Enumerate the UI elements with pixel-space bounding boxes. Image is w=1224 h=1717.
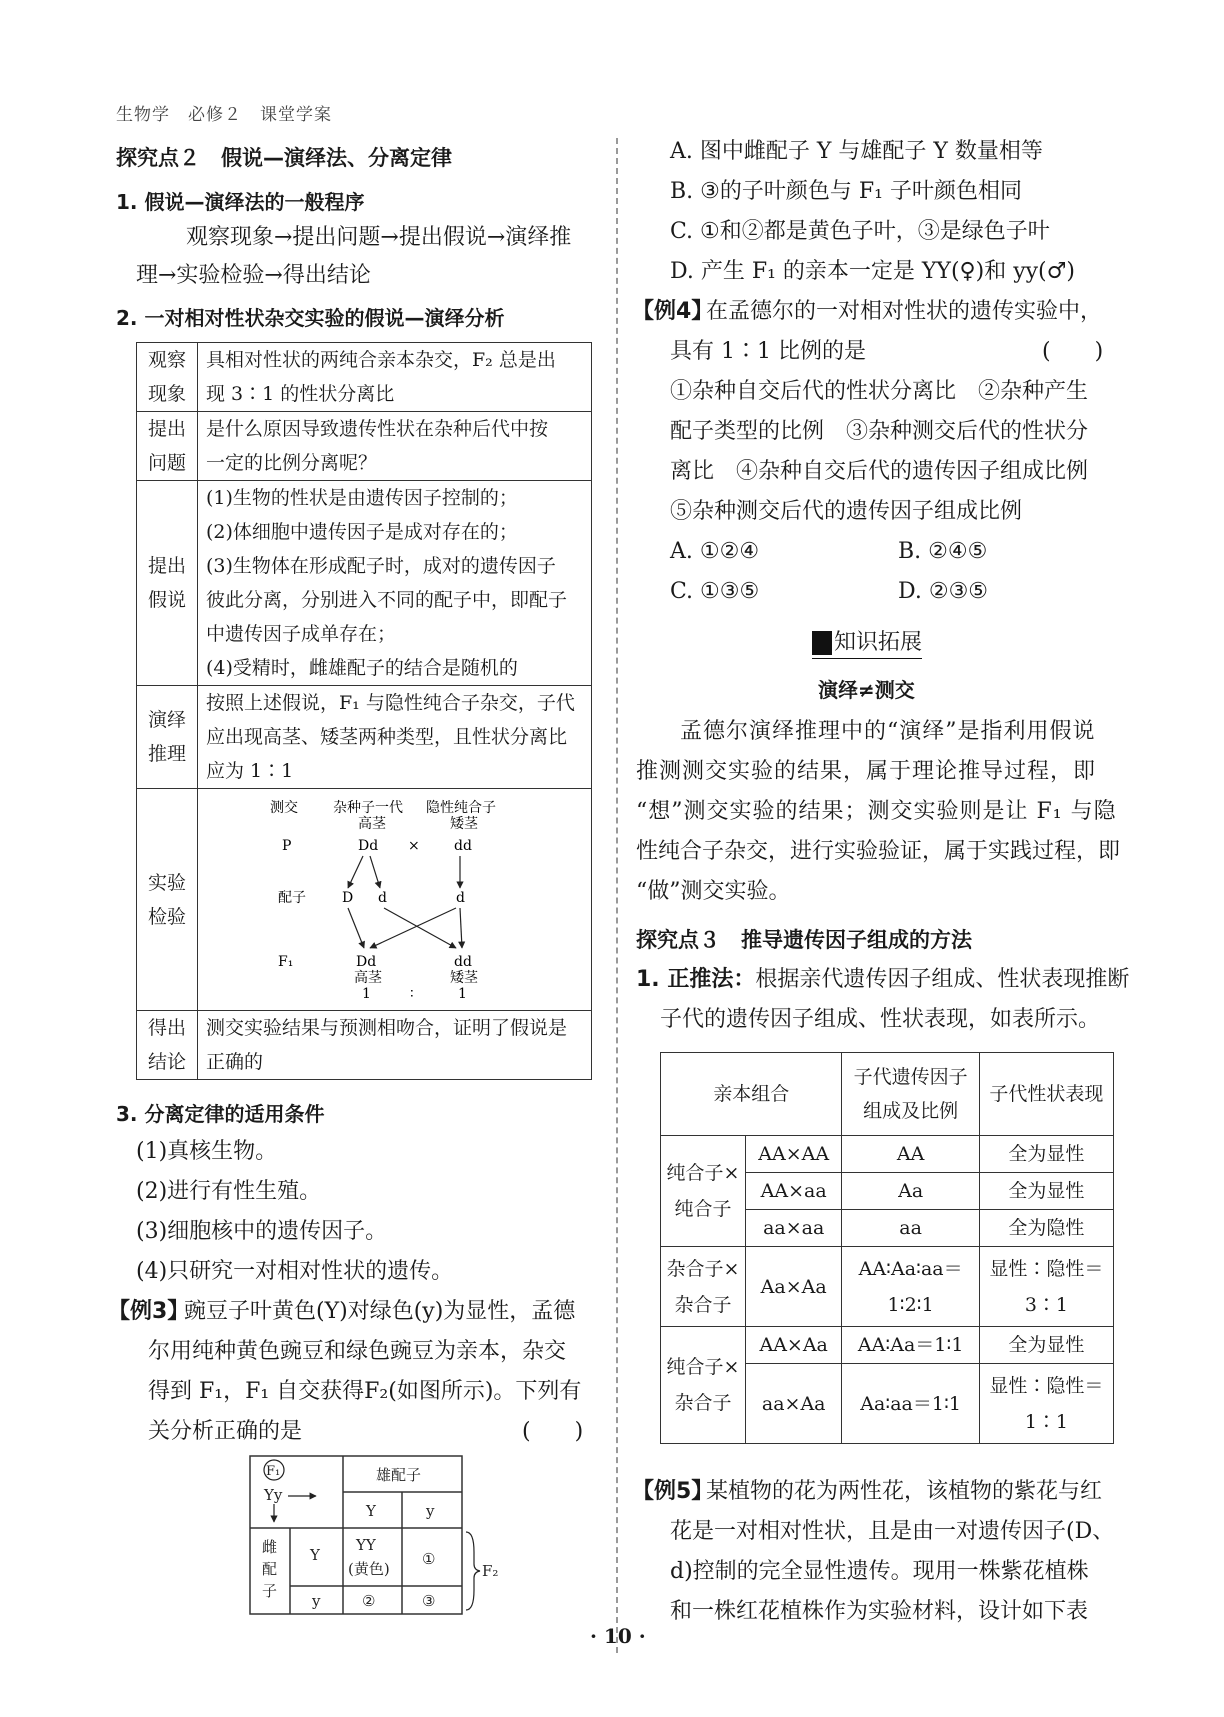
table-row: [137, 789, 592, 1011]
extension-subtitle: 演绎≠测交: [818, 678, 915, 702]
method1-line1: 1. 正推法：根据亲代遗传因子组成、性状表现推断: [636, 967, 1130, 992]
ratio-2: 1: [458, 985, 467, 1002]
table-cell: aa: [842, 1210, 979, 1247]
example5-line: 和一株红花植株作为实验材料，设计如下表: [670, 1599, 1089, 1624]
table-cell: 全为隐性: [979, 1210, 1113, 1247]
p-label: P: [282, 837, 292, 854]
table-row: [661, 1136, 1114, 1173]
cell-2: ②: [362, 1592, 376, 1610]
punnett-Yy: Yy: [264, 1486, 283, 1504]
row-label: 实验 检验: [137, 789, 198, 1011]
male-y: y: [426, 1502, 435, 1520]
female-label-3: 子: [262, 1582, 278, 1600]
example3-label: 【例3】: [108, 1299, 190, 1324]
row-label: 得出 结论: [137, 1011, 198, 1080]
example4-line: ⑤杂种测交后代的遗传因子组成比例: [670, 499, 1023, 524]
ex4-option: D. ②③⑤: [898, 579, 989, 604]
example3-line: 豌豆子叶黄色(Y)对绿色(y)为显性，孟德: [184, 1299, 576, 1324]
example5-label: 【例5】: [632, 1479, 714, 1504]
offspring-dd: dd: [454, 953, 472, 970]
row-label: 提出 问题: [137, 412, 198, 481]
offspring-Dd: Dd: [356, 953, 377, 970]
s3-item: (3)细胞核中的遗传因子。: [136, 1219, 388, 1244]
table-cell: AA×AA: [745, 1136, 841, 1173]
row-content: 具相对性状的两纯合亲本杂交，F₂ 总是出 现 3∶1 的性状分离比: [198, 343, 592, 412]
extension-line: 孟德尔演绎推理中的“演绎”是指利用假说: [680, 719, 1096, 744]
section-title: 探究点２ 假说—演绎法、分离定律: [116, 146, 452, 170]
ex3-option: A. 图中雌配子 Y 与雄配子 Y 数量相等: [670, 139, 1043, 164]
example4-line: 具有 1∶1 比例的是: [670, 339, 866, 364]
extension-line: “想”测交实验的结果；测交实验则是让 F₁ 与隐: [636, 799, 1117, 824]
table-cell: Aa∶aa＝1∶1: [842, 1364, 979, 1444]
method1-line2: 子代的遗传因子组成、性状表现，如表所示。: [660, 1007, 1101, 1032]
example3-line: 尔用纯种黄色豌豆和绿色豌豆为亲本，杂交: [148, 1339, 567, 1364]
table-cell: AA×aa: [745, 1173, 841, 1210]
group-cell: 杂合子×杂合子: [661, 1247, 746, 1327]
table-row: [137, 686, 592, 789]
table-cell: AA∶Aa＝1∶1: [842, 1327, 979, 1364]
group-cell: 纯合子×纯合子: [661, 1136, 746, 1247]
ex4-option: A. ①②④: [670, 539, 760, 564]
table-cell: 显性∶隐性＝1∶1: [979, 1364, 1113, 1444]
table-cell: AA×Aa: [745, 1327, 841, 1364]
female-label-1: 雌: [262, 1538, 278, 1556]
table-row: [137, 343, 592, 412]
example4-line: ①杂种自交后代的性状分离比 ②杂种产生: [670, 379, 1089, 404]
offspring-tall: 高茎: [354, 969, 382, 986]
example3-line: 得到 F₁，F₁ 自交获得F₂(如图所示)。下列有: [148, 1379, 582, 1404]
punnett-f1: F₁: [266, 1464, 281, 1479]
knowledge-extension-title: 知识拓展: [812, 625, 922, 656]
extension-line: 性纯合子杂交，进行实验验证，属于实践过程，即: [636, 839, 1121, 864]
cross-symbol: ×: [408, 837, 420, 854]
row-content: 按照上述假说，F₁ 与隐性纯合子杂交，子代 应出现高茎、矮茎两种类型，且性状分离比 应为 1∶1: [198, 686, 592, 789]
gamete-label: 配子: [278, 889, 306, 906]
example5-line: 花是一对相对性状，且是由一对遗传因子(D、: [670, 1519, 1115, 1544]
table-cell: 全为显性: [979, 1136, 1113, 1173]
table-cell: AA∶Aa∶aa＝1∶2∶1: [842, 1247, 979, 1327]
table-row: [137, 481, 592, 686]
parent-dd: dd: [454, 837, 472, 854]
gamete-d-1: d: [378, 889, 387, 906]
female-y: y: [312, 1592, 321, 1610]
answer-paren: ( ): [522, 1419, 584, 1444]
s1-line1: 观察现象→提出问题→提出假说→演绎推: [186, 225, 572, 250]
column-divider: [616, 138, 618, 1653]
header-cell: 子代性状表现: [979, 1053, 1113, 1136]
row-label: 演绎 推理: [137, 686, 198, 789]
header-cell: 亲本组合: [661, 1053, 842, 1136]
row-content: 是什么原因导致遗传性状在杂种后代中按 一定的比例分离呢？: [198, 412, 592, 481]
table-cell: AA: [842, 1136, 979, 1173]
offspring-short: 矮茎: [450, 969, 478, 986]
ratio-colon: ∶: [410, 985, 414, 1002]
row-content: 测交实验结果与预测相吻合，证明了假说是 正确的: [198, 1011, 592, 1080]
testcross-diagram-cell: [198, 789, 592, 1011]
f2-label: F₂: [482, 1562, 499, 1580]
male-gamete-label: 雄配子: [376, 1466, 422, 1484]
page-number: · 10 ·: [590, 1624, 646, 1648]
section3-title: 探究点３ 推导遗传因子组成的方法: [636, 928, 972, 952]
male-Y: Y: [366, 1502, 376, 1520]
row-label: 观察 现象: [137, 343, 198, 412]
ex4-option: C. ①③⑤: [670, 579, 760, 604]
ratio-1: 1: [362, 985, 371, 1002]
cell-1: ①: [422, 1550, 436, 1568]
parent-Dd: Dd: [358, 837, 379, 854]
gamete-D: D: [342, 889, 354, 906]
example4-line: 在孟德尔的一对相对性状的遗传实验中，: [706, 299, 1103, 324]
header-cell: 子代遗传因子组成及比例: [842, 1053, 979, 1136]
inference-table: [660, 1052, 1114, 1444]
gamete-d-2: d: [456, 889, 465, 906]
cell-3: ③: [422, 1592, 436, 1610]
s3-item: (2)进行有性生殖。: [136, 1179, 322, 1204]
s3-item: (4)只研究一对相对性状的遗传。: [136, 1259, 454, 1284]
s3-item: (1)真核生物。: [136, 1139, 278, 1164]
example4-line: 离比 ④杂种自交后代的遗传因子组成比例: [670, 459, 1089, 484]
answer-paren: ( ): [1042, 339, 1104, 364]
short-label: 矮茎: [450, 815, 478, 832]
ex3-option: C. ①和②都是黄色子叶，③是绿色子叶: [670, 219, 1050, 244]
tall-label: 高茎: [358, 815, 386, 832]
row-label: 提出 假说: [137, 481, 198, 686]
table-cell: 全为显性: [979, 1173, 1113, 1210]
hybrid-label: 杂种子一代: [333, 799, 403, 816]
extension-line: 推测测交实验的结果，属于理论推导过程，即: [636, 759, 1097, 784]
example5-line: d)控制的完全显性遗传。现用一株紫花植株: [670, 1559, 1089, 1584]
table-cell: 显性∶隐性＝3∶1: [979, 1247, 1113, 1327]
testcross-diagram: [198, 790, 590, 1010]
female-label-2: 配: [262, 1560, 278, 1578]
table-row: [661, 1327, 1114, 1364]
example4-label: 【例4】: [632, 299, 714, 324]
table-row: [137, 412, 592, 481]
s1-line2: 理→实验检验→得出结论: [136, 263, 371, 288]
table-cell: aa×Aa: [745, 1364, 841, 1444]
recessive-label: 隐性纯合子: [426, 799, 496, 816]
bookmark-icon: [812, 631, 832, 655]
table-row: [137, 1011, 592, 1080]
ex3-option: B. ③的子叶颜色与 F₁ 子叶颜色相同: [670, 179, 1022, 204]
table-header-row: [661, 1053, 1114, 1136]
s3-title: 3. 分离定律的适用条件: [116, 1102, 325, 1126]
example3-line: 关分析正确的是: [148, 1419, 303, 1444]
table-row: [661, 1247, 1114, 1327]
table-cell: Aa×Aa: [745, 1247, 841, 1327]
cell-yellow: (黄色): [348, 1560, 390, 1578]
row-content: (1)生物的性状是由遗传因子控制的； (2)体细胞中遗传因子是成对存在的； (3)生物体在形成配子时，成对的遗传因子 彼此分离，分别进入不同的配子中，即配子 中遗传因子成单存在； (4)受精时，雌雄配子的结合是随机的: [198, 481, 592, 686]
punnett-square: [240, 1452, 510, 1622]
table-cell: aa×aa: [745, 1210, 841, 1247]
extension-line: “做”测交实验。: [636, 879, 791, 904]
cell-YY: YY: [356, 1536, 376, 1554]
s1-title: 1. 假说—演绎法的一般程序: [116, 190, 365, 214]
example5-line: 某植物的花为两性花，该植物的紫花与红: [706, 1479, 1103, 1504]
running-header: 生物学 必修２ 课堂学案: [116, 105, 332, 125]
s2-title: 2. 一对相对性状杂交实验的假说—演绎分析: [116, 306, 505, 330]
example4-line: 配子类型的比例 ③杂种测交后代的性状分: [670, 419, 1089, 444]
group-cell: 纯合子×杂合子: [661, 1327, 746, 1444]
female-Y: Y: [310, 1546, 320, 1564]
diagram-title: 测交: [270, 799, 298, 816]
f1-label: F₁: [278, 953, 294, 970]
ex4-option: B. ②④⑤: [898, 539, 988, 564]
hypothesis-deduction-table: [136, 342, 592, 1080]
table-cell: 全为显性: [979, 1327, 1113, 1364]
ex3-option: D. 产生 F₁ 的亲本一定是 YY(♀)和 yy(♂): [670, 259, 1075, 284]
table-cell: Aa: [842, 1173, 979, 1210]
